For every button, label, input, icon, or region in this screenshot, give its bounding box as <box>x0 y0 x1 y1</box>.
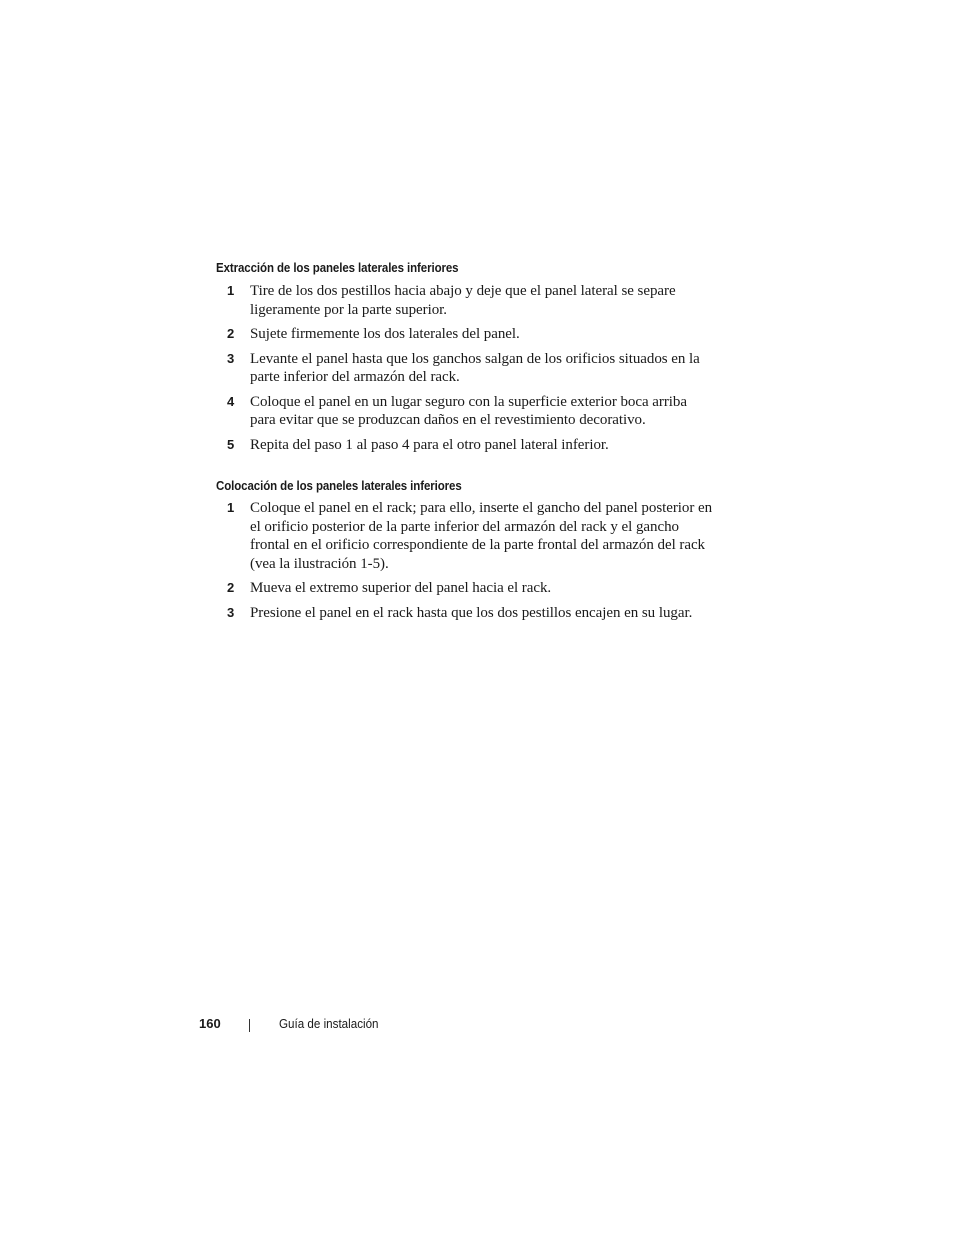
step-text: Repita del paso 1 al paso 4 para el otro panel lateral inferior. <box>250 436 609 453</box>
section-title-removal: Extracción de los paneles laterales inferiores <box>216 261 459 275</box>
step-number: 2 <box>227 580 235 595</box>
step-number: 1 <box>227 283 235 298</box>
step-number: 3 <box>227 350 235 366</box>
step-item <box>216 579 716 598</box>
step-text: Mueva el extremo superior del panel hacia el rack. <box>250 580 552 596</box>
step-text: Coloque el panel en un lugar seguro con la superficie exterior boca arriba para evitar que se produzcan daños en el revestimiento decorativo. <box>250 393 687 428</box>
step-text: Presione el panel en el rack hasta que los dos pestillos encajen en su lugar. <box>250 604 693 621</box>
step-number: 3 <box>227 604 235 620</box>
section-title-install: Colocación de los paneles laterales inferiores <box>216 479 462 493</box>
steps-list-install <box>216 499 716 622</box>
step-text: Sujete firmemente los dos laterales del panel. <box>250 326 520 342</box>
step-item <box>216 282 716 319</box>
step-text: Coloque el panel en el rack; para ello, inserte el gancho del panel posterior en el orificio posterior de la parte inferior del armazón del rack y el gancho frontal en el orificio correspondiente de la parte frontal del armazón del rack (vea la ilustración 1-5). <box>250 500 713 572</box>
step-number: 5 <box>227 436 235 452</box>
footer-divider <box>249 1019 250 1032</box>
section-removal <box>216 260 716 454</box>
footer-document-title: Guía de instalación <box>279 1017 379 1031</box>
step-item <box>216 350 716 387</box>
page-number: 160 <box>199 1016 221 1031</box>
step-number: 1 <box>227 500 235 515</box>
step-text: Levante el panel hasta que los ganchos salgan de los orificios situados en la parte inferior del armazón del rack. <box>250 350 700 385</box>
step-item <box>216 604 716 623</box>
step-item <box>216 436 716 455</box>
steps-list-removal <box>216 282 716 454</box>
step-number: 4 <box>227 393 235 409</box>
step-item <box>216 499 716 573</box>
step-number: 2 <box>227 326 235 341</box>
step-text: Tire de los dos pestillos hacia abajo y deje que el panel lateral se separe ligeramente por la parte superior. <box>250 283 676 318</box>
section-install <box>216 478 716 622</box>
step-item <box>216 325 716 344</box>
step-item <box>216 393 716 430</box>
